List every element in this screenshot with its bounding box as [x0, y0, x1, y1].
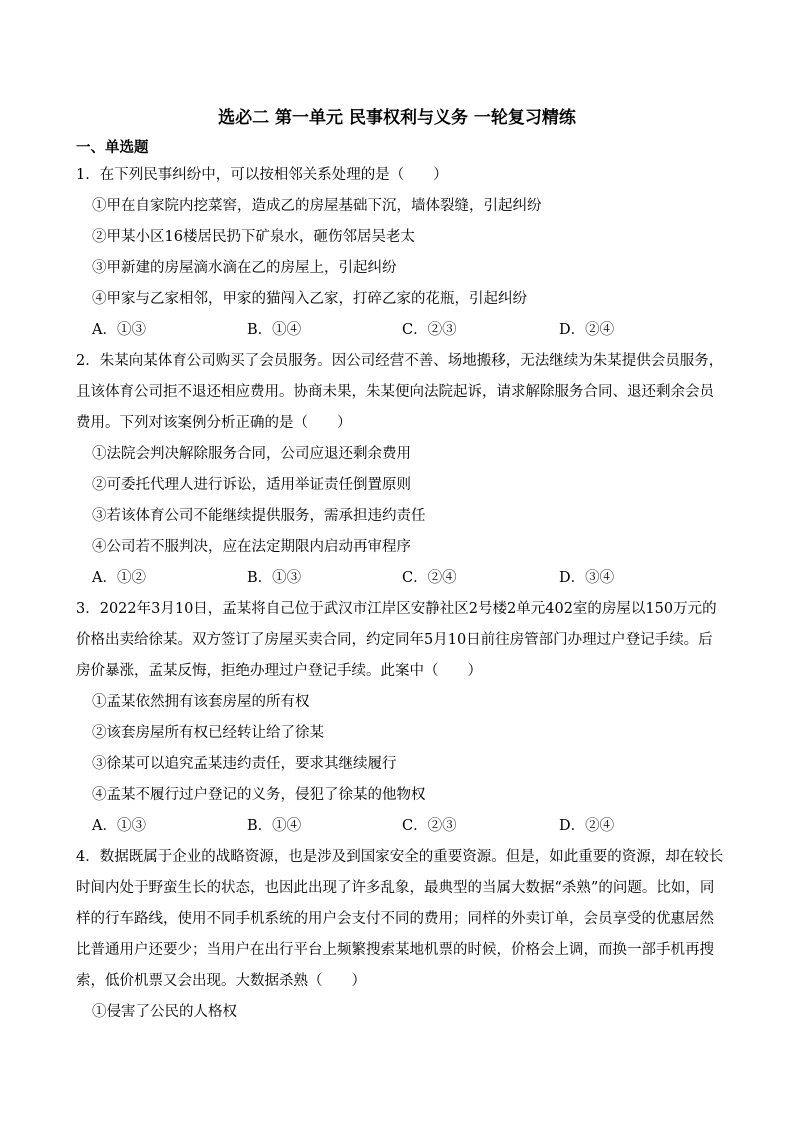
answer-options: [76, 563, 726, 594]
option-c[interactable]: C．②③: [402, 818, 457, 834]
option-d[interactable]: D．③④: [559, 570, 615, 586]
answer-options: [76, 811, 726, 842]
question-stem: 2．朱某向某体育公司购买了会员服务。因公司经营不善、场地搬移，无法继续为朱某提供会员服务，且该体育公司拒不退还相应费用。协商未果，朱某便向法院起诉，请求解除服务合同、退还剩余会员费用。下列对该案例分析正确的是（ ）: [76, 353, 724, 431]
option-c[interactable]: C．②④: [402, 570, 457, 586]
document-title: 选必二 第一单元 民事权利与义务 一轮复习精练: [218, 108, 576, 128]
statement-item: ④孟某不履行过户登记的义务，侵犯了徐某的他物权: [92, 787, 426, 803]
question-1: [76, 160, 726, 346]
question-stem: 3．2022年3月10日，孟某将自己位于武汉市江岸区安静社区2号楼2单元402室的房屋以150万元的价格出卖给徐某。双方签订了房屋买卖合同，约定同年5月10日前往房管部门办理过户登记手续。后房价暴涨，孟某反悔，拒绝办理过户登记手续。此案中（ ）: [76, 601, 717, 679]
question-3: [76, 594, 726, 842]
option-b[interactable]: B．①④: [247, 818, 302, 834]
option-b[interactable]: B．①③: [247, 570, 302, 586]
option-c[interactable]: C．②③: [402, 322, 457, 338]
statement-item: ①甲在自家院内挖菜窖，造成乙的房屋基础下沉，墙体裂缝，引起纠纷: [92, 198, 542, 214]
question-4: [76, 842, 726, 1028]
statement-item: ③甲新建的房屋滴水滴在乙的房屋上，引起纠纷: [92, 260, 397, 276]
option-a[interactable]: A．①③: [92, 818, 146, 834]
statement-item: ①孟某依然拥有该套房屋的所有权: [92, 694, 310, 710]
statement-item: ②该套房屋所有权已经转让给了徐某: [92, 725, 324, 741]
question-stem: 4．数据既属于企业的战略资源，也是涉及到国家安全的重要资源。但是，如此重要的资源，却在较长时间内处于野蛮生长的状态，也因此出现了许多乱象，最典型的当属大数据“杀熟”的问题。比如，同样的行车路线，使用不同手机系统的用户会支付不同的费用；同样的外卖订单，会员享受的优惠居然比普通用户还要少；当用户在出行平台上频繁搜索某地机票的时候，价格会上调，而换一部手机再搜索，低价机票又会出现。大数据杀熟（ ）: [76, 849, 724, 989]
answer-options: [76, 315, 726, 346]
option-a[interactable]: A．①③: [92, 322, 146, 338]
option-b[interactable]: B．①④: [247, 322, 302, 338]
statement-item: ③徐某可以追究孟某违约责任，要求其继续履行: [92, 756, 397, 772]
question-2: [76, 346, 726, 594]
option-d[interactable]: D．②④: [559, 818, 615, 834]
statement-item: ②甲某小区16楼居民扔下矿泉水，砸伤邻居吴老太: [92, 229, 415, 245]
statement-item: ①法院会判决解除服务合同，公司应退还剩余费用: [92, 446, 411, 462]
option-d[interactable]: D．②④: [559, 322, 615, 338]
option-a[interactable]: A．①②: [92, 570, 146, 586]
question-stem: 1．在下列民事纠纷中，可以按相邻关系处理的是（ ）: [76, 167, 448, 183]
section-heading: 一、单选题: [76, 140, 149, 156]
statement-item: ③若该体育公司不能继续提供服务，需承担违约责任: [92, 508, 426, 524]
statement-item: ①侵害了公民的人格权: [92, 1004, 237, 1020]
statement-item: ④甲家与乙家相邻，甲家的猫闯入乙家，打碎乙家的花瓶，引起纠纷: [92, 291, 527, 307]
statement-item: ②可委托代理人进行诉讼，适用举证责任倒置原则: [92, 477, 411, 493]
statement-item: ④公司若不服判决，应在法定期限内启动再审程序: [92, 539, 411, 555]
